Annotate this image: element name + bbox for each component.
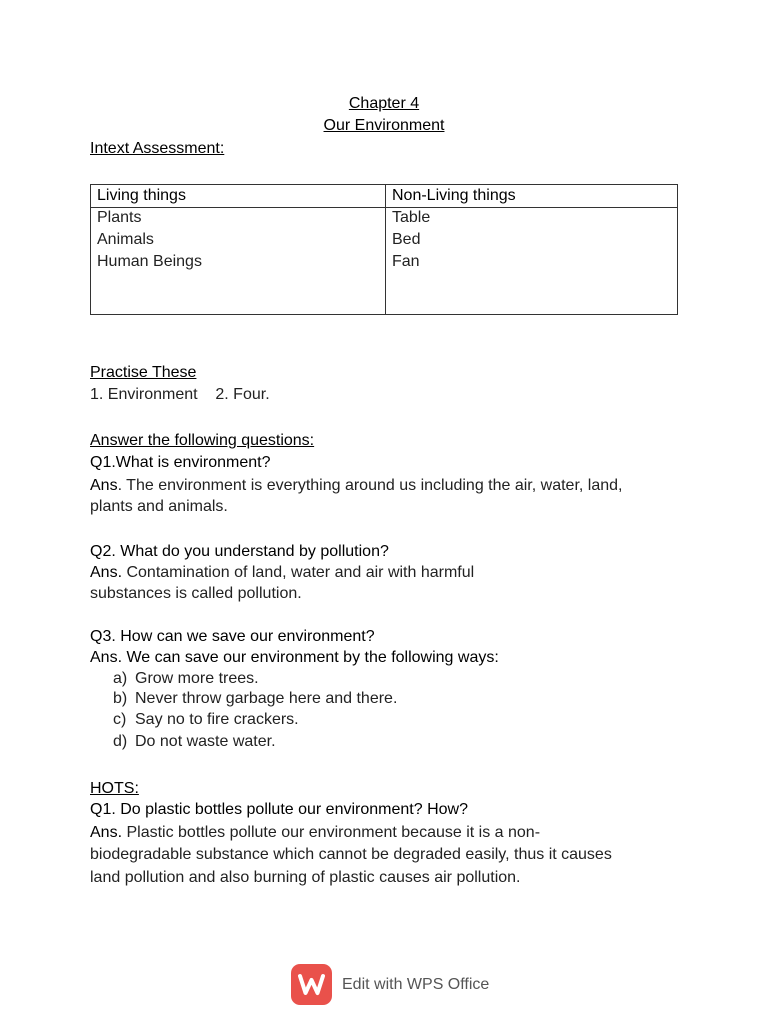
- list-marker: a): [113, 670, 128, 687]
- answer-heading: Answer the following questions:: [90, 432, 315, 449]
- answer-label: Ans: [90, 477, 118, 494]
- practise-heading: Practise These: [90, 364, 197, 381]
- chapter-title: Our Environment: [323, 117, 445, 134]
- table-column-divider: [385, 185, 386, 314]
- table-cell: Plants: [97, 209, 142, 226]
- q2-answer-line-1: [90, 562, 690, 584]
- q1-answer-line-1: [90, 475, 690, 497]
- table-column-living: [97, 185, 202, 273]
- q2-answer-line-2: substances is called pollution.: [90, 585, 302, 602]
- list-marker: d): [113, 733, 128, 750]
- hots-answer-line-3: land pollution and also burning of plastic causes air pollution.: [90, 869, 521, 886]
- list-item-text: Never throw garbage here and there.: [135, 690, 398, 707]
- wps-logo-icon[interactable]: [291, 964, 332, 1005]
- list-item: [113, 709, 299, 731]
- table-cell: Bed: [392, 231, 421, 248]
- q3-question: Q3. How can we save our environment?: [90, 628, 375, 645]
- chapter-number: Chapter 4: [348, 95, 420, 112]
- living-nonliving-table: [90, 184, 678, 315]
- list-marker: c): [113, 711, 127, 728]
- answer-text: . The environment is everything around us including the air, water, land,: [117, 477, 623, 494]
- table-cell: Fan: [392, 253, 420, 270]
- table-cell: Human Beings: [97, 253, 202, 270]
- hots-answer-line-1: [90, 822, 690, 844]
- edit-with-wps-link[interactable]: Edit with WPS Office: [342, 976, 490, 993]
- list-item: [113, 668, 259, 690]
- list-marker: b): [113, 690, 128, 707]
- answer-label: Ans.: [90, 824, 123, 841]
- list-item-text: Say no to fire crackers.: [135, 711, 299, 728]
- answer-label: Ans.: [90, 564, 123, 581]
- practise-answers: 1. Environment 2. Four.: [90, 386, 270, 403]
- hots-heading: HOTS:: [90, 780, 139, 797]
- list-item: [113, 731, 276, 753]
- w-logo-icon: [291, 964, 332, 1005]
- hots-answer-line-2: biodegradable substance which cannot be degraded easily, thus it causes: [90, 846, 612, 863]
- answer-text: Contamination of land, water and air with harmful: [122, 564, 475, 581]
- q2-question: Q2. What do you understand by pollution?: [90, 543, 389, 560]
- q1-answer-line-2: plants and animals.: [90, 498, 228, 515]
- intext-heading: Intext Assessment:: [90, 140, 225, 157]
- answer-text: Plastic bottles pollute our environment because it is a non-: [122, 824, 541, 841]
- table-column-nonliving: [392, 185, 516, 273]
- hots-question: Q1. Do plastic bottles pollute our environment? How?: [90, 801, 468, 818]
- list-item-text: Grow more trees.: [135, 670, 259, 687]
- table-cell: Animals: [97, 231, 154, 248]
- table-header-nonliving: Non-Living things: [392, 187, 516, 204]
- table-header-living: Living things: [97, 187, 186, 204]
- list-item: [113, 688, 397, 710]
- list-item-text: Do not waste water.: [135, 733, 276, 750]
- q1-question: Q1.What is environment?: [90, 454, 271, 471]
- q3-answer: Ans. We can save our environment by the following ways:: [90, 649, 499, 666]
- table-cell: Table: [392, 209, 431, 226]
